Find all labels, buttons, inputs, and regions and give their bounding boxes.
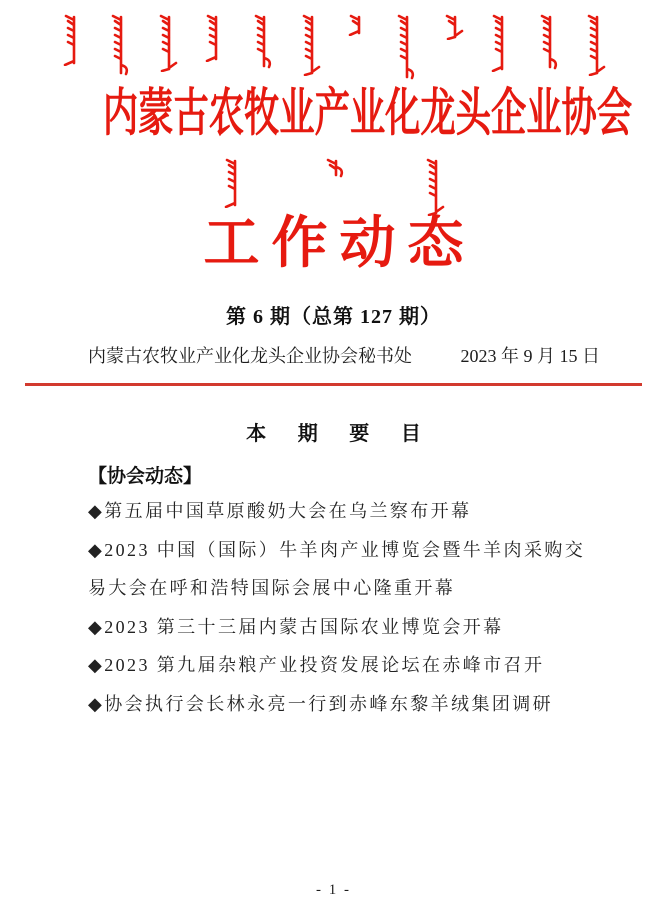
mongolian-word-glyph: [345, 14, 369, 36]
toc-section-label: 【协会动态】: [88, 465, 203, 487]
toc-list: [88, 492, 595, 724]
mongolian-word-glyph: [221, 158, 245, 208]
toc-item: ◆2023 第九届杂粮产业投资发展论坛在赤峰市召开: [88, 655, 545, 676]
toc-heading: 本 期 要 目: [246, 422, 434, 445]
mongolian-word-glyph: [298, 14, 322, 76]
mongolian-word-glyph: [422, 158, 446, 216]
mongolian-word-glyph: [322, 158, 346, 178]
publish-date: 2023 年 9 月 15 日: [460, 345, 600, 366]
toc-block: [0, 461, 667, 724]
publisher-row: [0, 342, 667, 368]
toc-item: ◆协会执行会长林永亮一行到赤峰东黎羊绒集团调研: [88, 693, 554, 714]
publisher-name: 内蒙古农牧业产业化龙头企业协会秘书处: [88, 345, 412, 366]
mongolian-word-glyph: [536, 14, 560, 70]
org-title: [0, 83, 667, 143]
mongolian-word-glyph: [60, 14, 84, 66]
toc-item: ◆2023 第三十三届内蒙古国际农业博览会开幕: [88, 616, 504, 637]
org-title-text: 内蒙古农牧业产业化龙头企业协会: [102, 83, 633, 143]
mongolian-script-middle-banner: [221, 158, 446, 216]
toc-item: ◆第五届中国草原酸奶大会在乌兰察布开幕: [88, 500, 472, 521]
mongolian-word-glyph: [488, 14, 512, 72]
toc-item: ◆2023 中国（国际）牛羊肉产业博览会暨牛羊肉采购交易大会在呼和浩特国际会展中心隆重开幕: [88, 539, 586, 599]
issue-line: 第 6 期（总第 127 期）: [226, 305, 441, 328]
mongolian-word-glyph: [393, 14, 417, 80]
mongolian-script-top-banner: [60, 14, 608, 86]
mongolian-word-glyph: [250, 14, 274, 69]
mongolian-word-glyph: [155, 14, 179, 72]
mongolian-word-glyph: [583, 14, 607, 76]
mongolian-word-glyph: [441, 14, 465, 40]
red-divider-rule: [25, 383, 642, 386]
mongolian-word-glyph: [202, 14, 226, 62]
mongolian-word-glyph: [107, 14, 131, 76]
bulletin-title: 工作动态: [203, 212, 476, 275]
page-number: - 1 -: [316, 882, 351, 898]
